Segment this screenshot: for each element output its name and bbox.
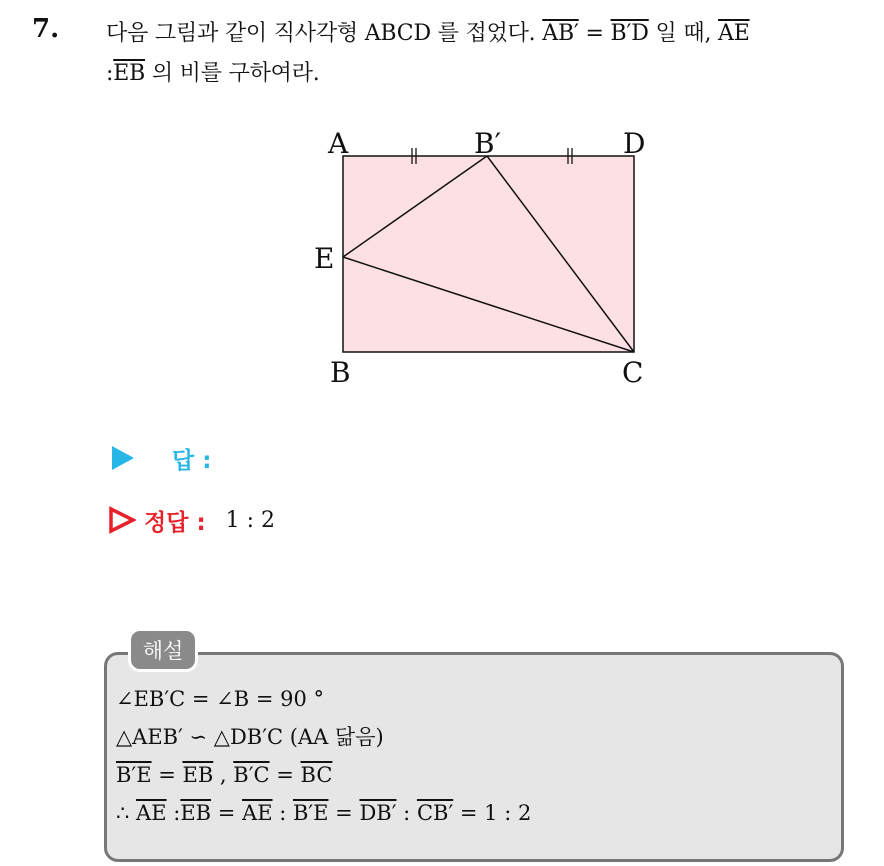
angle-eb-prime-c: ∠EB′C bbox=[116, 687, 186, 711]
question-part1: 다음 그림과 같이 직사각형 ABCD 를 접었다. bbox=[106, 21, 543, 46]
play-icon bbox=[112, 446, 134, 470]
colon: : bbox=[396, 801, 417, 825]
segment-b-prime-e: B′E bbox=[116, 763, 152, 787]
equals-sign: = bbox=[151, 763, 183, 787]
play-outline-icon bbox=[108, 506, 136, 534]
colon: : bbox=[166, 801, 181, 825]
question-part2: 일 때, bbox=[648, 21, 719, 46]
correct-answer-label: 정답 : bbox=[144, 509, 206, 536]
label-b-prime: B′ bbox=[474, 127, 501, 160]
segment-b-prime-c: B′C bbox=[233, 763, 270, 787]
question-number: 7. bbox=[32, 14, 60, 44]
explanation-line-1 bbox=[116, 680, 531, 718]
colon: : bbox=[106, 61, 114, 86]
segment-b-prime-e: B′E bbox=[292, 801, 329, 825]
explanation-line-2: △AEB′ ∽ △DB′C (AA 닮음) bbox=[116, 725, 384, 749]
segment-ab-prime: AB′ bbox=[542, 21, 579, 46]
segment-ae: $\overline{AE}$ bbox=[136, 801, 167, 825]
question-part3: 의 비를 구하여라. bbox=[145, 61, 320, 86]
label-d: D bbox=[623, 127, 646, 160]
segment-ae: $\overline{AE}$ bbox=[242, 801, 273, 825]
segment-bc: $\overline{BC}$ bbox=[300, 763, 333, 787]
rectangle-abcd bbox=[343, 156, 634, 352]
equals-sign: = bbox=[269, 763, 301, 787]
ratio-result: = 1 : 2 bbox=[453, 801, 532, 825]
segment-ae: $\overline{AE}$ bbox=[718, 21, 750, 46]
answer-row bbox=[108, 440, 211, 476]
explanation-tab: 해설 bbox=[128, 628, 198, 672]
equals-sign: = bbox=[328, 801, 360, 825]
label-e: E bbox=[314, 242, 335, 275]
separator: , bbox=[213, 763, 234, 787]
label-c: C bbox=[622, 356, 644, 389]
label-a: A bbox=[328, 127, 349, 160]
therefore-sign: ∴ bbox=[116, 801, 137, 825]
explanation-line-3 bbox=[116, 756, 531, 794]
equals-sign: = bbox=[185, 687, 217, 711]
colon: : bbox=[272, 801, 293, 825]
segment-cb-prime: CB′ bbox=[416, 801, 454, 825]
segment-eb: $\overline{EB}$ bbox=[182, 763, 214, 787]
explanation-content bbox=[116, 680, 531, 832]
correct-answer-value: 1 : 2 bbox=[225, 507, 276, 533]
label-b: B bbox=[330, 356, 351, 389]
angle-b: ∠B bbox=[216, 687, 250, 711]
equals-sign: = bbox=[211, 801, 243, 825]
segment-eb: $\overline{EB}$ bbox=[180, 801, 212, 825]
explanation-line-4 bbox=[116, 794, 531, 832]
folded-rectangle-figure bbox=[290, 116, 660, 406]
segment-eb: $\overline{EB}$ bbox=[113, 61, 146, 86]
answer-label: 답 : bbox=[172, 447, 212, 474]
equals-sign: = bbox=[578, 21, 611, 46]
question-text bbox=[106, 14, 858, 94]
segment-db-prime: DB′ bbox=[359, 801, 397, 825]
correct-answer-row bbox=[108, 500, 275, 540]
segment-b-prime-d: B′D bbox=[610, 21, 649, 46]
equals-90-degrees: = 90 ° bbox=[249, 687, 325, 711]
